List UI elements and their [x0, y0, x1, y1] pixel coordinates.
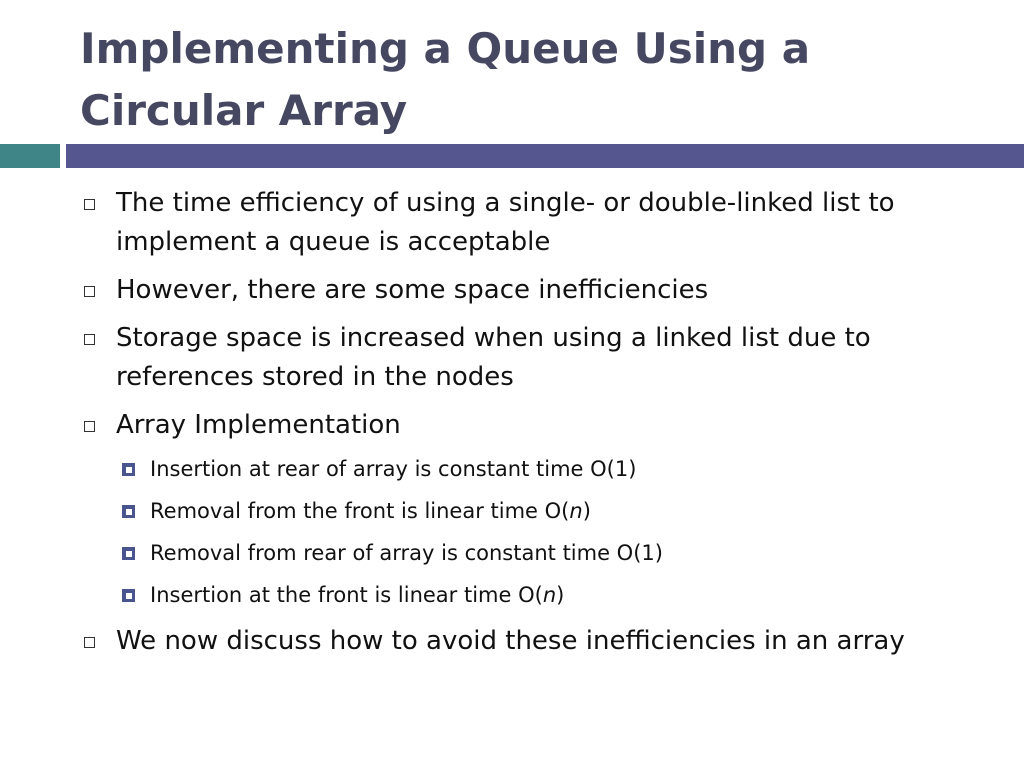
bullet-text: Storage space is increased when using a linked list due to references stored in the nodes: [116, 323, 871, 392]
bullet-item: [80, 271, 1000, 310]
bullet-item: [80, 406, 1000, 445]
bullet-item: [80, 184, 1000, 262]
sub-bullet-text-end: ): [582, 499, 591, 523]
bullet-item: [80, 622, 1000, 661]
italic-n: n: [569, 499, 583, 523]
sub-bullet-text: Insertion at rear of array is constant time O(1): [150, 457, 637, 481]
italic-n: n: [542, 583, 557, 607]
sub-bullet-text: Removal from rear of array is constant time O(1): [150, 541, 663, 565]
bullet-text: However, there are some space inefficiencies: [116, 275, 709, 305]
sub-bullet-text: Removal from the front is linear time O(: [150, 499, 570, 523]
bullet-text: We now discuss how to avoid these inefficiencies in an array: [116, 626, 905, 656]
bullet-text: Array Implementation: [116, 410, 401, 440]
hollow-square-bullet-icon: [84, 199, 95, 210]
title-accent-bar-purple: [66, 144, 1024, 168]
bullet-item: [80, 319, 1000, 397]
hollow-square-bullet-icon: [84, 286, 95, 297]
filled-square-bullet-icon: [122, 547, 135, 560]
filled-square-bullet-icon: [122, 463, 135, 476]
hollow-square-bullet-icon: [84, 334, 95, 345]
filled-square-bullet-icon: [122, 505, 135, 518]
bullet-text: The time efficiency of using a single- or double-linked list to implement a queue is acceptable: [116, 188, 895, 257]
sub-bullet-item: [80, 580, 1000, 610]
slide-title-line-1: Implementing a Queue Using a: [80, 24, 811, 73]
sub-bullet-text: Insertion at the front is linear time O(: [150, 583, 543, 607]
slide-title: [80, 18, 980, 142]
filled-square-bullet-icon: [122, 589, 135, 602]
sub-bullet-text-end: ): [556, 583, 565, 607]
sub-bullet-item: [80, 454, 1000, 484]
hollow-square-bullet-icon: [84, 637, 95, 648]
bullet-list: [80, 184, 1000, 670]
hollow-square-bullet-icon: [84, 421, 95, 432]
sub-bullet-item: [80, 538, 1000, 568]
sub-bullet-item: [80, 496, 1000, 526]
title-accent-bar-teal: [0, 144, 60, 168]
slide-title-line-2: Circular Array: [80, 86, 408, 135]
